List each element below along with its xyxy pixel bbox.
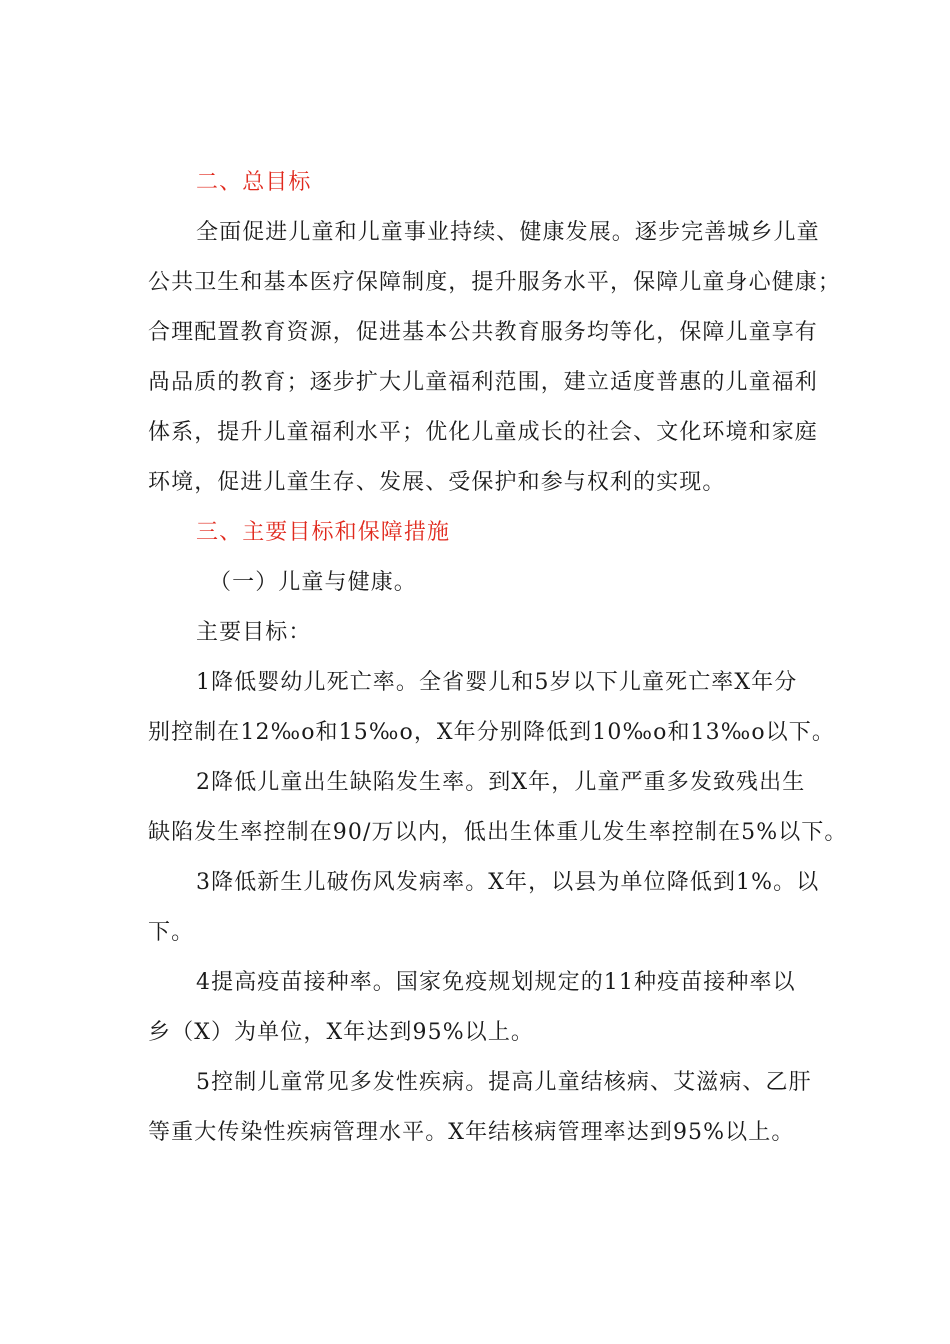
section-heading-goals: 二、总目标 [196, 170, 312, 195]
goal-item-line: 乡（X）为单位，X年达到95%以上。 [148, 1020, 535, 1045]
goal-item-line: 4提高疫苗接种率。国家免疫规划规定的11种疫苗接种率以 [196, 970, 796, 995]
paragraph-line: 公共卫生和基本医疗保障制度，提升服务水平，保障儿童身心健康； [148, 270, 842, 295]
paragraph-line: 体系，提升儿童福利水平；优化儿童成长的社会、文化环境和家庭 [148, 420, 818, 445]
paragraph-line: 合理配置教育资源，促进基本公共教育服务均等化，保障儿童享有 [148, 320, 818, 345]
goal-item-line: 等重大传染性疾病管理水平。X年结核病管理率达到95%以上。 [148, 1120, 795, 1145]
subsection-heading-health: （一）儿童与健康。 [209, 570, 417, 595]
paragraph-line: 全面促进儿童和儿童事业持续、健康发展。逐步完善城乡儿童 [196, 220, 820, 245]
goal-item-line: 缺陷发生率控制在90/万以内，低出生体重儿发生率控制在5%以下。 [148, 820, 848, 845]
goals-label: 主要目标： [196, 620, 312, 645]
goal-item-line: 5控制儿童常见多发性疾病。提高儿童结核病、艾滋病、乙肝 [196, 1070, 812, 1095]
goal-item-line: 别控制在12‰o和15‰o，X年分别降低到10‰o和13‰o以下。 [148, 720, 835, 745]
paragraph-line: 环境，促进儿童生存、发展、受保护和参与权利的实现。 [148, 470, 726, 495]
goal-item-line: 3降低新生儿破伤风发病率。X年，以县为单位降低到1%。以 [196, 870, 820, 895]
goal-item-line: 1降低婴幼儿死亡率。全省婴儿和5岁以下儿童死亡率X年分 [196, 670, 798, 695]
paragraph-line: 咼品质的教育；逐步扩大儿童福利范围，建立适度普惠的儿童福利 [148, 370, 818, 395]
goal-item-line: 下。 [148, 920, 195, 945]
section-heading-main-goals: 三、主要目标和保障措施 [196, 520, 451, 545]
goal-item-line: 2降低儿童出生缺陷发生率。到X年，儿童严重多发致残出生 [196, 770, 806, 795]
